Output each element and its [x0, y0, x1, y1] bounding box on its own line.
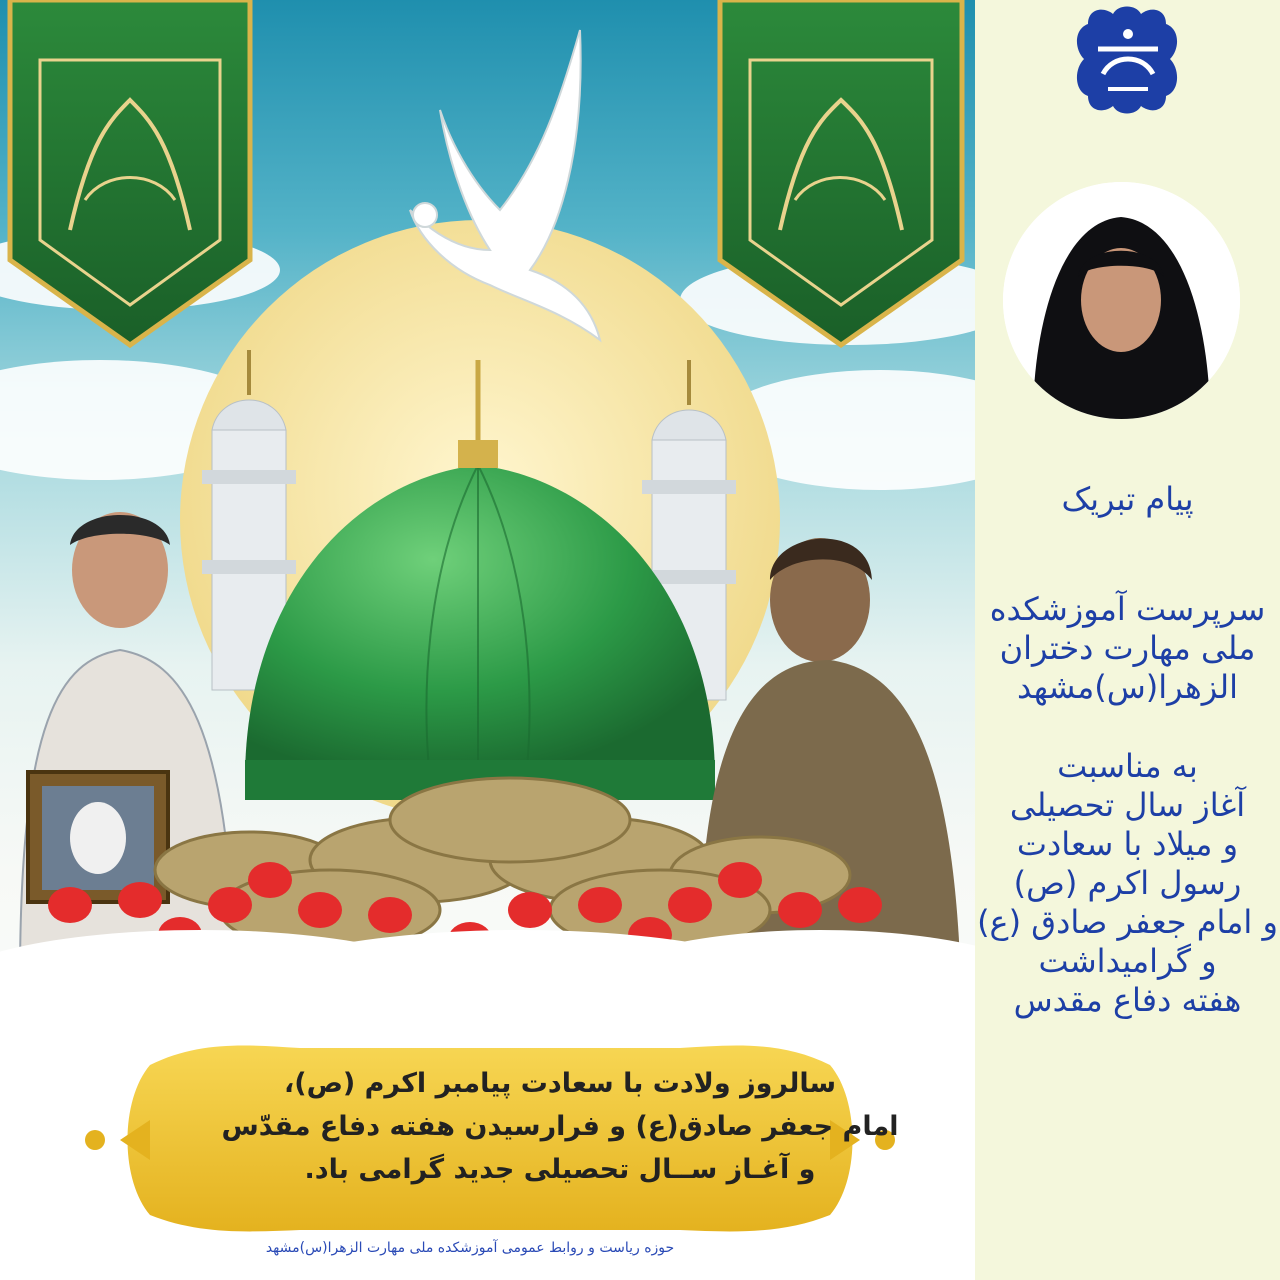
banner-text — [180, 1062, 940, 1191]
message-line: رسول اکرم (ص) — [1013, 864, 1242, 902]
message-line: سرپرست آموزشکده — [989, 590, 1266, 628]
banner-line: سالروز ولادت با سعادت پیامبر اکرم (ص)، — [283, 1068, 837, 1099]
message-line: و میلاد با سعادت — [1016, 825, 1239, 863]
message-body — [975, 590, 1280, 1020]
university-logo-icon — [1068, 4, 1186, 116]
message-line: آغاز سال تحصیلی — [1009, 786, 1246, 824]
message-line: و امام جعفر صادق (ع) — [977, 903, 1278, 941]
message-line: الزهرا(س)مشهد — [1017, 668, 1238, 706]
message-heading: پیام تبریک — [1061, 480, 1194, 518]
message-line: ملی مهارت دختران — [999, 629, 1256, 667]
message-line: هفته دفاع مقدس — [1013, 981, 1242, 1019]
message-panel — [975, 0, 1280, 1280]
footer-credit: حوزه ریاست و روابط عمومی آموزشکده ملی مهارت الزهرا(س)مشهد — [265, 1240, 675, 1256]
banner-line: امام جعفر صادق(ع) و فرارسیدن هفته دفاع مقدّس — [221, 1111, 899, 1142]
message-line: به مناسبت — [1057, 747, 1198, 785]
message-line: و گرامیداشت — [1038, 942, 1217, 980]
spacer — [975, 707, 1280, 747]
banner-line: و آغـاز ســال تحصیلی جدید گرامی باد. — [304, 1154, 816, 1185]
portrait-photo — [1003, 182, 1240, 419]
